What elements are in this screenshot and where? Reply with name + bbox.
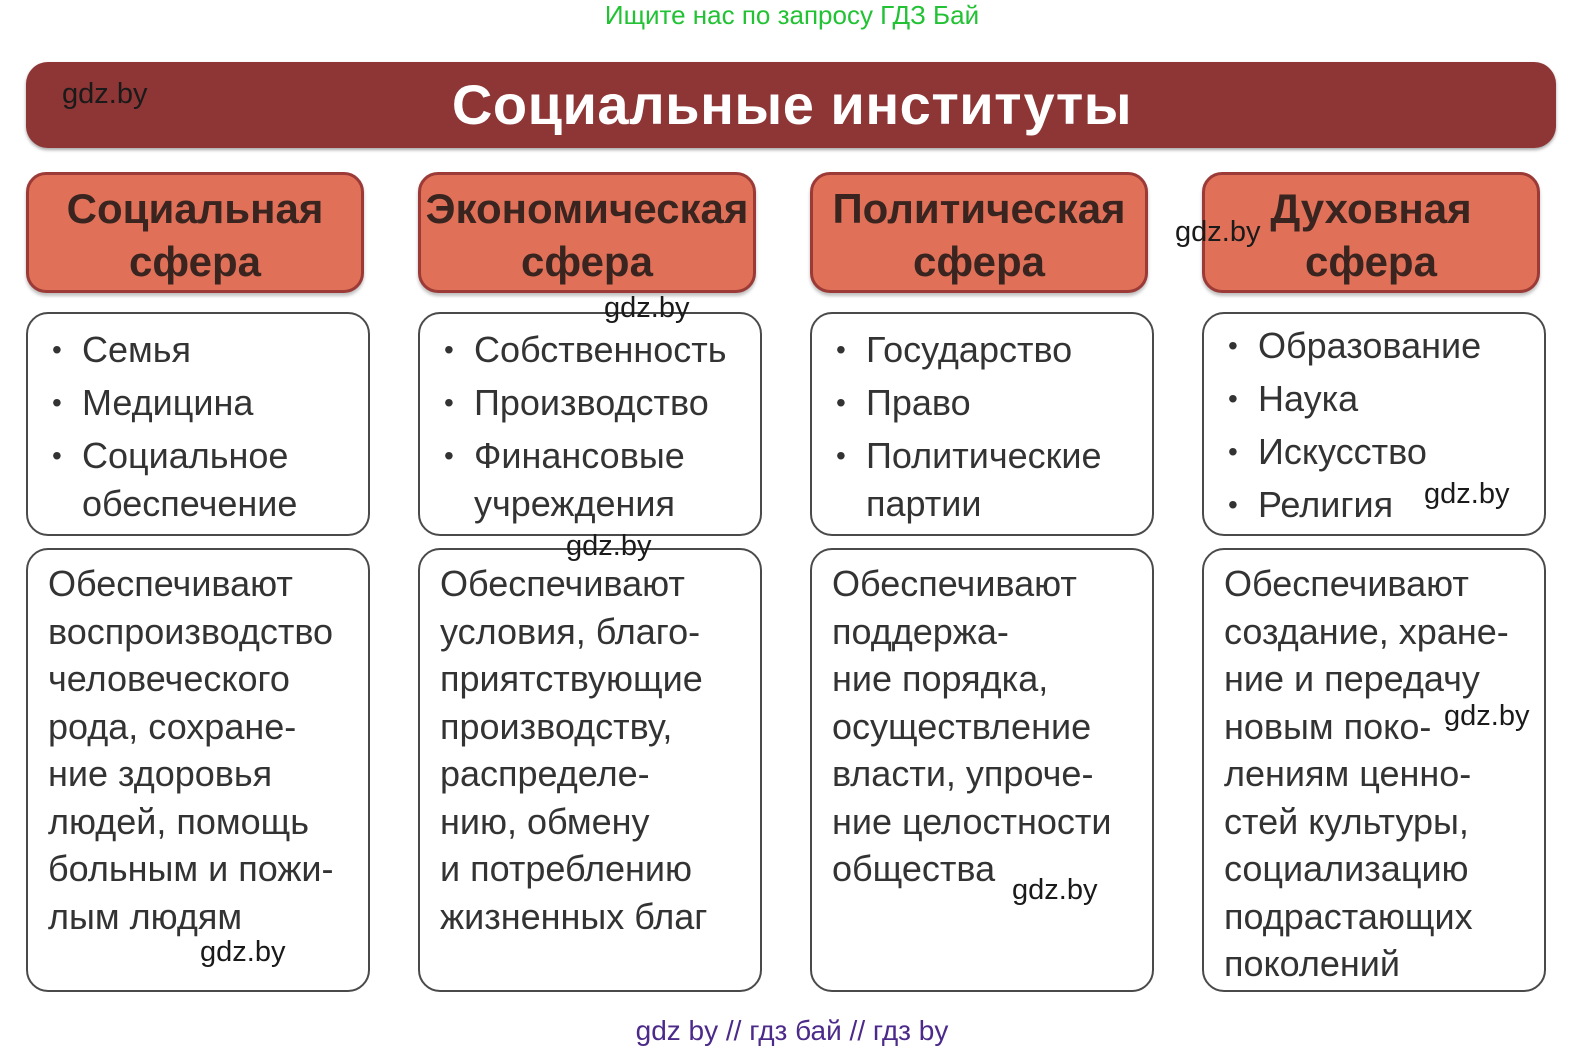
function-description-political bbox=[810, 548, 1154, 992]
sphere-title-line2: сфера bbox=[129, 237, 261, 285]
institutions-list-political bbox=[810, 312, 1154, 536]
sphere-title-line2: сфера bbox=[913, 237, 1045, 285]
watermark: gdz.by bbox=[1175, 216, 1261, 248]
function-description-spiritual bbox=[1202, 548, 1546, 992]
list-item: • Семья bbox=[28, 326, 368, 374]
institutions-list-social bbox=[26, 312, 370, 536]
description-text: Обеспечивают условия, благо- приятствующие производству, распределе- нию, обмену и потреблению жизненных благ bbox=[440, 563, 708, 937]
watermark: gdz.by bbox=[1424, 478, 1510, 510]
sphere-title-line2: сфера bbox=[521, 237, 653, 285]
sphere-title-line1: Социальная bbox=[66, 184, 324, 232]
list-item: • Производство bbox=[420, 379, 760, 427]
watermark: gdz.by bbox=[62, 78, 148, 110]
list-item: • Медицина bbox=[28, 379, 368, 427]
watermark: gdz.by bbox=[1012, 874, 1098, 906]
search-hint: Ищите нас по запросу ГДЗ Бай bbox=[604, 0, 980, 30]
sphere-title-line1: Духовная bbox=[1270, 184, 1472, 232]
list-item: • Финансовые учреждения bbox=[420, 432, 760, 528]
description-text: Обеспечивают воспроизводство человеческого рода, сохране- ние здоровья людей, помощь больным и пожи- лым людям bbox=[48, 563, 334, 937]
list-item: • Религия bbox=[1204, 481, 1544, 529]
sphere-title-line1: Экономическая bbox=[425, 184, 749, 232]
list-item: • Образование bbox=[1204, 322, 1544, 370]
list-item: • Наука bbox=[1204, 375, 1544, 423]
list-item: • Социальное обеспечение bbox=[28, 432, 368, 528]
list-item: • Политические партии bbox=[812, 432, 1152, 528]
page-title: Социальные институты bbox=[451, 73, 1133, 136]
footer-watermark: gdz by // гдз бай // гдз by bbox=[635, 1015, 949, 1046]
list-item: • Государство bbox=[812, 326, 1152, 374]
sphere-header-political bbox=[810, 172, 1148, 293]
watermark: gdz.by bbox=[1444, 700, 1530, 732]
sphere-header-social bbox=[26, 172, 364, 293]
list-item: • Собственность bbox=[420, 326, 760, 374]
list-item: • Право bbox=[812, 379, 1152, 427]
list-item: • Искусство bbox=[1204, 428, 1544, 476]
function-description-social bbox=[26, 548, 370, 992]
sphere-header-economic bbox=[418, 172, 756, 293]
watermark: gdz.by bbox=[200, 936, 286, 968]
institutions-list-economic bbox=[418, 312, 762, 536]
description-text: Обеспечивают поддержа- ние порядка, осуществление власти, упроче- ние целостности общества bbox=[832, 563, 1112, 889]
watermark: gdz.by bbox=[566, 530, 652, 562]
sphere-title-line1: Политическая bbox=[832, 184, 1126, 232]
description-text: Обеспечивают создание, хране- ние и передачу новым поко- лениям ценно- стей культуры, социализацию подрастающих поколений bbox=[1224, 563, 1509, 984]
watermark: gdz.by bbox=[604, 292, 690, 324]
function-description-economic bbox=[418, 548, 762, 992]
sphere-title-line2: сфера bbox=[1305, 237, 1437, 285]
